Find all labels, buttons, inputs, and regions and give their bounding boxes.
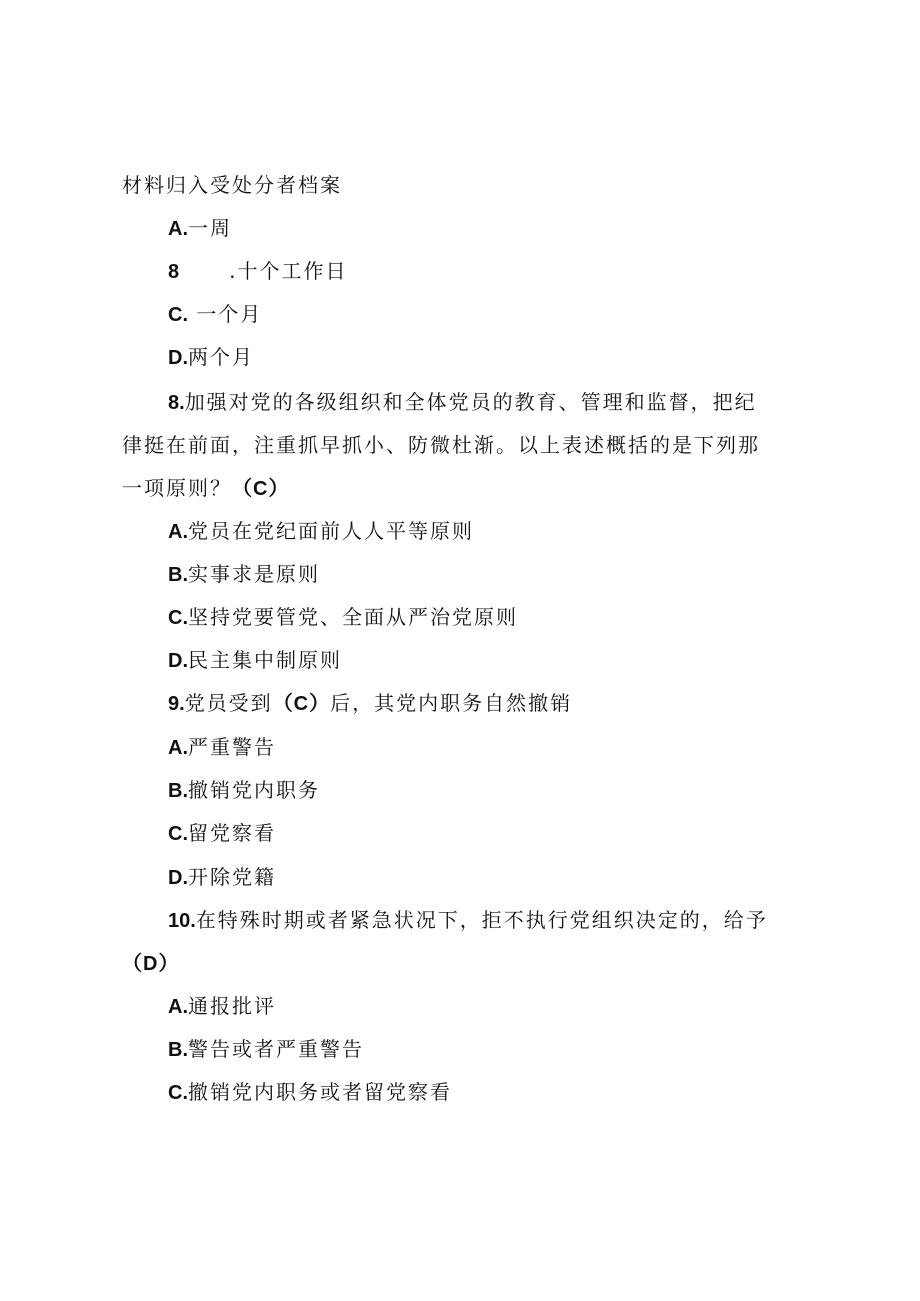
option-text: 坚持党要管党、全面从严治党原则	[188, 605, 518, 629]
q10-option-b	[168, 1036, 802, 1063]
option-text: 警告或者严重警告	[188, 1037, 364, 1061]
q7-option-d	[168, 344, 802, 371]
option-label: D.	[168, 867, 188, 889]
option-label: A.	[168, 996, 188, 1018]
option-label: A.	[168, 521, 188, 543]
q9-option-c	[168, 820, 802, 847]
option-text: 开除党籍	[188, 865, 276, 889]
option-text: 党员在党纪面前人人平等原则	[188, 519, 474, 543]
answer-key: （C）	[272, 693, 331, 715]
option-text: 留党察看	[188, 821, 276, 845]
option-label: C.	[168, 304, 188, 326]
q10-option-a	[168, 993, 802, 1020]
question-text: 加强对党的各级组织和全体党员的教育、管理和监督，把纪	[184, 390, 757, 414]
q9-option-a	[168, 734, 802, 761]
option-label: B.	[168, 564, 188, 586]
question-text: 后，其党内职务自然撤销	[330, 691, 573, 715]
q8-option-c	[168, 604, 802, 631]
option-text: 民主集中制原则	[188, 648, 342, 672]
option-label: D.	[168, 650, 188, 672]
q8-option-d	[168, 647, 802, 674]
q9-stem	[168, 690, 802, 717]
q9-option-d	[168, 864, 802, 891]
q8-option-b	[168, 561, 802, 588]
option-text: 一个月	[188, 302, 263, 326]
q8-stem-line-2	[122, 432, 802, 458]
option-text: 一周	[188, 216, 232, 240]
option-text: 撤销党内职务或者留党察看	[188, 1080, 452, 1104]
option-text: 撤销党内职务	[188, 778, 320, 802]
option-label: C.	[168, 823, 188, 845]
continuation-text	[122, 172, 802, 198]
q10-stem-line-1	[168, 907, 802, 934]
continuation-line: 材料归入受处分者档案	[122, 173, 342, 197]
q10-option-c	[168, 1079, 802, 1106]
answer-key: （D）	[122, 953, 180, 975]
question-number: 9.	[168, 693, 185, 715]
option-text: .十个工作日	[229, 259, 348, 283]
q7-option-a	[168, 215, 802, 242]
q10-stem-line-2	[122, 950, 802, 977]
q8-option-a	[168, 518, 802, 545]
option-text: 严重警告	[188, 735, 276, 759]
question-number: 8.	[168, 392, 185, 414]
question-text: 律挺在前面，注重抓早抓小、防微杜渐。以上表述概括的是下列那	[122, 433, 760, 457]
option-label: A.	[168, 737, 188, 759]
option-label: A.	[168, 218, 188, 240]
question-text: 一项原则？	[122, 476, 232, 500]
option-label: C.	[168, 607, 188, 629]
option-text: 通报批评	[188, 994, 276, 1018]
question-text: 党员受到	[184, 691, 273, 715]
question-number: 10.	[168, 910, 196, 932]
option-text: 实事求是原则	[188, 562, 320, 586]
q7-option-b	[168, 258, 802, 285]
q8-stem-line-3	[122, 475, 802, 502]
option-label: 8	[168, 261, 180, 283]
answer-key: （C）	[232, 478, 290, 500]
option-text: 两个月	[188, 345, 254, 369]
q7-option-c	[168, 301, 802, 328]
q8-stem-line-1	[168, 389, 802, 416]
option-label: D.	[168, 347, 188, 369]
question-text: 在特殊时期或者紧急状况下，拒不执行党组织决定的，给予	[195, 908, 768, 932]
q9-option-b	[168, 777, 802, 804]
option-label: C.	[168, 1082, 188, 1104]
option-label: B.	[168, 780, 188, 802]
option-label: B.	[168, 1039, 188, 1061]
